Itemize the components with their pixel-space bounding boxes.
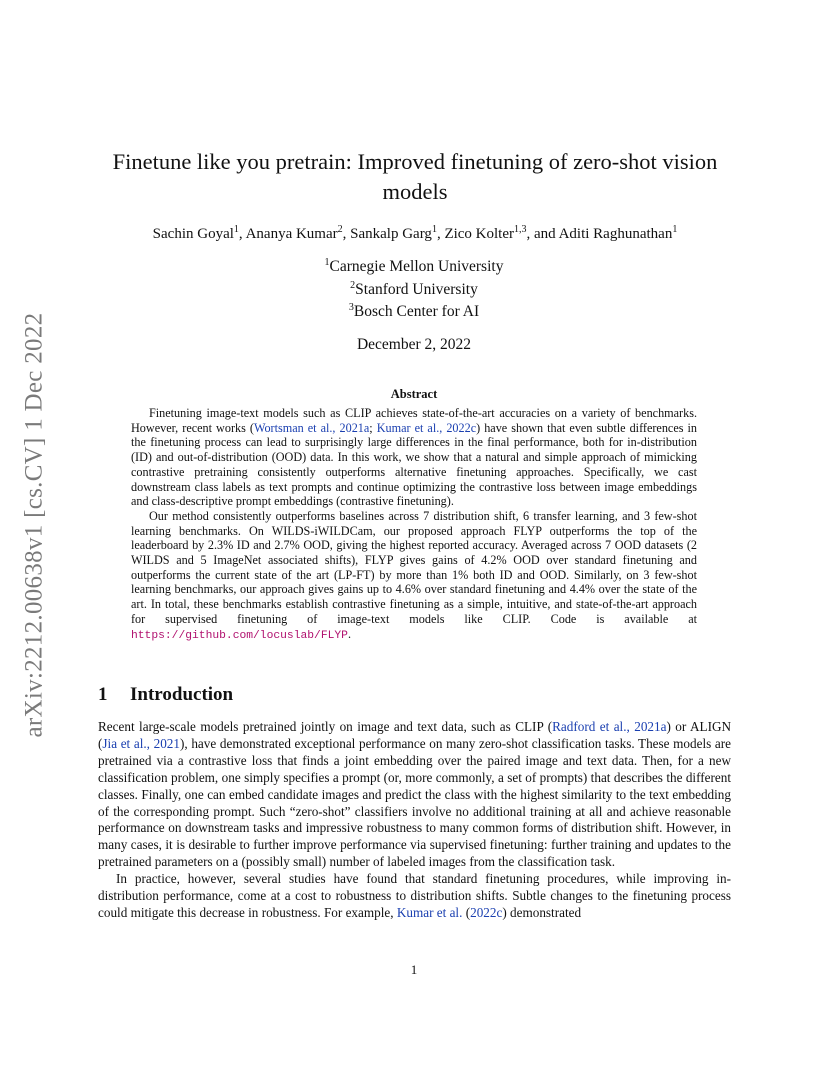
author-affiliation-mark: 1 [672, 224, 678, 235]
section-title: Introduction [130, 684, 234, 705]
abstract-paragraph-1: Finetuning image-text models such as CLIP achieves state-of-the-art accuracies on a variety of benchmarks. However, recent works (Wortsman et al., 2021a; Kumar et al., 2022c) have shown that even subtle differences in the finetuning process can lead to surprisingly large differences in the final performance, both for in-distribution (ID) and out-of-distribution (OOD) data. In this work, we show that a natural and simple approach of mimicking contrastive pretraining consistently outperforms alternative finetuning approaches. Specifically, we cast downstream class labels as text prompts and continue optimizing the contrastive loss between image embeddings and class-descriptive prompt embeddings (contrastive finetuning). [131, 406, 698, 509]
abstract-body [131, 406, 697, 643]
author-name: Aditi Raghunathan [558, 226, 673, 242]
abstract-heading: Abstract [390, 387, 438, 401]
affiliation-line [214, 277, 614, 300]
author-affiliation-mark: 2 [337, 224, 343, 235]
author-name: Sachin Goyal [152, 226, 234, 242]
citation-link[interactable]: Wortsman et al., 2021a [253, 420, 370, 435]
affiliation-mark: 2 [350, 279, 356, 291]
affiliation-name: Carnegie Mellon University [329, 258, 504, 276]
citation-link[interactable]: Radford et al., 2021a [552, 719, 667, 734]
author-affiliation-mark: 1 [431, 224, 437, 235]
citation-link[interactable]: Kumar et al., 2022c [376, 420, 477, 435]
section-heading-introduction [98, 684, 738, 706]
affiliation-name: Bosch Center for AI [353, 303, 480, 321]
affiliation-line [214, 299, 614, 322]
arxiv-identifier: arXiv:2212.00638v1 [cs.CV] 1 Dec 2022 [20, 312, 48, 738]
affiliation-line [214, 254, 614, 277]
author-name: Ananya Kumar [245, 226, 338, 242]
section-number: 1 [98, 684, 108, 705]
abstract-paragraph-2: Our method consistently outperforms baselines across 7 distribution shift, 6 transfer learning, and 3 few-shot learning benchmarks. On WILDS-iWILDCam, our proposed approach FLYP outperforms the top of the leaderboard by 2.3% ID and 2.7% OOD, giving the highest reported accuracy. Averaged across 7 OOD datasets (2 WILDS and 5 ImageNet associated shifts), FLYP gives gains of 4.2% OOD over standard finetuning and outperforms the current state of the art (LP-FT) by more than 1% both ID and OOD. Similarly, on 3 few-shot learning benchmarks, our approach gives gains up to 4.6% over standard finetuning and 4.4% over the state of the art. In total, these benchmarks establish contrastive finetuning as a simple, intuitive, and state-of-the-art approach for supervised finetuning of image-text models like CLIP. Code is available at https://github.com/locuslab/FLYP. [131, 508, 697, 642]
citation-link[interactable]: 2022c [470, 904, 503, 920]
intro-paragraph-2: In practice, however, several studies have found that standard finetuning procedures, while improving in-distribution performance, come at a cost to robustness to distribution shifts. Subtle changes to the finetuning process could mitigate this decrease in robustness. For example, Kumar et al. (2022c) demonstrated [98, 871, 731, 920]
author-affiliation-mark: 1 [233, 224, 239, 235]
author-name: Zico Kolter [444, 226, 514, 242]
author-name: Sankalp Garg [350, 226, 432, 242]
arxiv-identifier-stamp [4, 290, 64, 760]
author-list: Sachin Goyal$^1$, Ananya Kumar$^2$, Sankalp Garg$^1$, Zico Kolter$^{1,3}$, and Aditi Raghunathan$^1$ [152, 224, 678, 242]
page-number: 1 [410, 962, 418, 977]
author-affiliation-mark: 1,3 [514, 224, 527, 235]
code-url-link[interactable]: https://github.com/locuslab/FLYP [131, 629, 348, 642]
affiliation-list [214, 254, 614, 322]
affiliation-mark: 3 [348, 302, 354, 314]
affiliation-mark: 1 [324, 257, 330, 268]
affiliation-name: Stanford University [355, 280, 478, 298]
publication-date: December 2, 2022 [356, 336, 472, 353]
intro-paragraph-1: Recent large-scale models pretrained jointly on image and text data, such as CLIP (Radford et al., 2021a) or ALIGN (Jia et al., 2021), have demonstrated exceptional performance on many zero-shot classification tasks. These models are pretrained via a contrastive loss that finds a joint embedding over the paired image and text data. Then, for a new classification problem, one simply specifies a prompt (or, more commonly, a set of prompts) that describes the different classes. Finally, one can embed candidate images and predict the class with the highest similarity to the text embedding of the corresponding prompt. Such “zero-shot” classifiers involve no additional training at all and achieve reasonable performance on downstream tasks and impressive robustness to many common forms of distribution shift. However, in many cases, it is desirable to further improve performance via supervised finetuning: further training and updates to the pretrained parameters on a (possibly small) number of labeled images from the classification task. [98, 719, 732, 870]
paper-title: Finetune like you pretrain: Improved finetuning of zero-shot vision models [112, 149, 718, 204]
introduction-body [98, 719, 731, 922]
citation-link[interactable]: Jia et al., 2021 [102, 735, 180, 751]
citation-link[interactable]: Kumar et al. [396, 904, 463, 920]
